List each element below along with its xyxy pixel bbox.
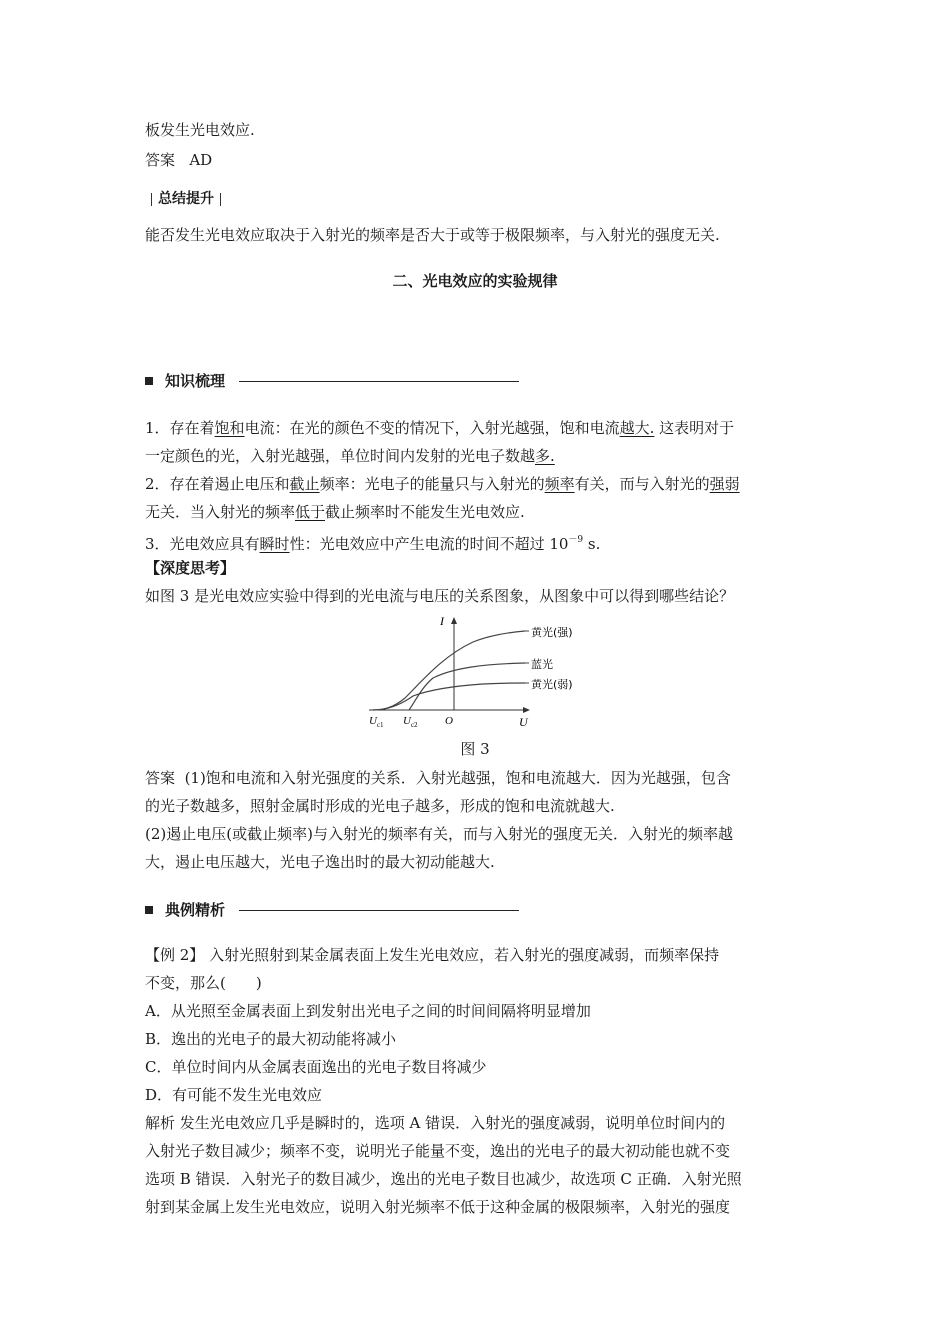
knowledge-p3 — [145, 530, 600, 554]
answer-line: 的光子数越多，照射金属时形成的光电子越多，形成的饱和电流就越大. — [145, 797, 615, 815]
knowledge-p1-line2 — [145, 446, 555, 466]
x-axis-label: U — [519, 715, 528, 729]
heading-rule — [239, 381, 519, 382]
summary-text: 能否发生光电效应取决于入射光的频率是否大于或等于极限频率，与入射光的强度无关. — [145, 226, 720, 244]
analysis-line: 选项 B 错误．入射光子的数目减少，逸出的光电子数目也减少，故选项 C 正确．入射光照 — [145, 1170, 742, 1188]
divider — [220, 193, 221, 206]
example-question-line1 — [145, 945, 719, 965]
blank-answer: 强弱 — [709, 475, 740, 493]
answer-line: 大，遏止电压越大，光电子逸出时的最大初动能越大. — [145, 853, 495, 871]
summary-label-box — [145, 190, 227, 208]
text: 有关，而与入射光的 — [574, 475, 710, 493]
knowledge-p2-line2 — [145, 502, 525, 522]
deep-thinking-label: 【深度思考】 — [145, 559, 236, 577]
square-bullet-icon — [145, 377, 153, 385]
blank-answer: 截止 — [289, 475, 320, 493]
text: 频率：光电子的能量只与入射光的 — [319, 475, 545, 493]
divider — [151, 193, 152, 206]
exponent: －9 — [568, 535, 584, 545]
knowledge-p1-line1 — [145, 418, 734, 438]
text: 1．存在着 — [145, 419, 215, 437]
legend-blue: 蓝光 — [531, 658, 553, 671]
legend-yellow-weak: 黄光(弱) — [531, 678, 573, 691]
blank-answer: 饱和 — [214, 419, 245, 437]
text: 发生光电效应几乎是瞬时的，选项 A 错误．入射光的强度减弱，说明单位时间内的 — [175, 1114, 726, 1132]
curve-yellow-weak — [373, 683, 525, 710]
text: s. — [583, 535, 601, 553]
y-axis-arrow-icon — [451, 617, 457, 624]
option-a: A．从光照至金属表面上到发射出光电子之间的时间间隔将明显增加 — [145, 1002, 591, 1020]
blank-answer: 多. — [535, 447, 555, 465]
option-c: C．单位时间内从金属表面逸出的光电子数目将减少 — [145, 1058, 487, 1076]
y-axis-label: I — [440, 614, 444, 628]
iv-curve-figure — [363, 612, 593, 734]
legend-yellow-strong: 黄光(强) — [531, 626, 573, 639]
examples-heading — [145, 900, 519, 920]
example-question-line2: 不变，那么( ) — [145, 974, 262, 992]
square-bullet-icon — [145, 906, 153, 914]
text: 截止频率时不能发生光电效应. — [325, 503, 525, 521]
deep-thinking-question: 如图 3 是光电效应实验中得到的光电流与电压的关系图象，从图象中可以得到哪些结论？ — [145, 587, 735, 605]
blank-answer: 瞬时 — [259, 535, 290, 553]
analysis-label: 解析 — [145, 1114, 176, 1132]
curve-blue — [409, 663, 525, 710]
answer-line — [145, 150, 212, 170]
section-title: 二、光电效应的实验规律 — [392, 272, 558, 290]
heading-label: 典例精析 — [165, 901, 226, 919]
knowledge-heading — [145, 371, 519, 391]
text-line: 板发生光电效应. — [145, 121, 255, 139]
answer-value: AD — [189, 151, 213, 169]
analysis-line: 入射光子数目减少；频率不变，说明光子能量不变，逸出的光电子的最大初动能也就不变 — [145, 1142, 731, 1160]
text: 电流：在光的颜色不变的情况下，入射光越强，饱和电流 — [244, 419, 620, 437]
blank-answer: 频率 — [544, 475, 575, 493]
x-axis-arrow-icon — [523, 707, 530, 713]
figure-caption: 图 3 — [460, 740, 490, 758]
knowledge-p2-line1 — [145, 474, 740, 494]
text: 这表明对于 — [654, 419, 735, 437]
answer-line: (2)遏止电压(或截止频率)与入射光的频率有关，而与入射光的强度无关．入射光的频率越 — [145, 825, 733, 843]
curve-yellow-strong — [373, 631, 525, 710]
answer-label: 答案 — [145, 769, 176, 787]
option-b: B．逸出的光电子的最大初动能将减小 — [145, 1030, 397, 1048]
analysis-line: 射到某金属上发生光电效应，说明入射光频率不低于这种金属的极限频率，入射光的强度 — [145, 1198, 731, 1216]
analysis-line — [145, 1113, 725, 1133]
blank-answer: 低于 — [295, 503, 326, 521]
heading-label: 知识梳理 — [165, 372, 226, 390]
answer-label: 答案 — [145, 151, 176, 169]
origin-label: O — [445, 715, 453, 727]
text: (1)饱和电流和入射光强度的关系．入射光越强，饱和电流越大．因为光越强，包含 — [184, 769, 731, 787]
text: 3．光电效应具有 — [145, 535, 260, 553]
heading-rule — [239, 910, 519, 911]
example-label: 【例 2】 — [145, 946, 205, 964]
option-d: D．有可能不发生光电效应 — [145, 1086, 323, 1104]
summary-label: 总结提升 — [158, 191, 214, 207]
blank-answer: 越大. — [619, 419, 655, 437]
uc1-label: $U_{c1}$ — [369, 715, 384, 729]
answer-line — [145, 768, 731, 788]
text: 性：光电效应中产生电流的时间不超过 10 — [289, 535, 569, 553]
text: 2．存在着遏止电压和 — [145, 475, 290, 493]
text: 无关．当入射光的频率 — [145, 503, 296, 521]
text: 一定颜色的光，入射光越强，单位时间内发射的光电子数越 — [145, 447, 536, 465]
uc2-label: $U_{c2}$ — [403, 715, 418, 729]
text: 入射光照射到某金属表面上发生光电效应，若入射光的强度减弱，而频率保持 — [204, 946, 720, 964]
